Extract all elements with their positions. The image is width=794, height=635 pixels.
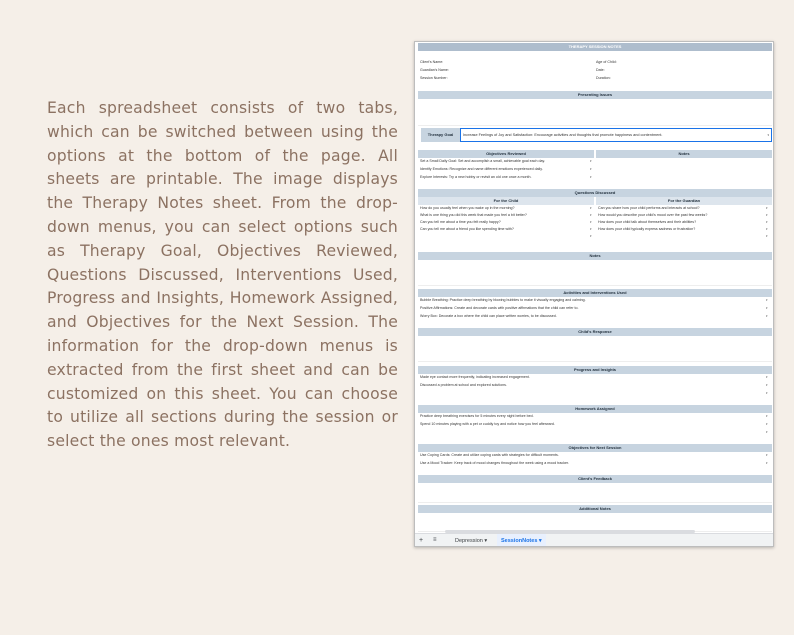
next-objective-row[interactable] (418, 460, 772, 466)
chevron-down-icon[interactable]: ▾ (767, 133, 769, 137)
therapy-goal-dropdown[interactable] (460, 128, 772, 142)
chevron-down-icon[interactable]: ▾ (766, 461, 768, 465)
chevron-down-icon[interactable]: ▾ (766, 430, 768, 434)
chevron-down-icon[interactable]: ▾ (766, 414, 768, 418)
additional-notes-header: Additional Notes (418, 505, 772, 513)
chevron-down-icon[interactable]: ▾ (766, 234, 768, 238)
progress-text: Discussed a problem at school and explored solutions. (420, 383, 507, 387)
objective-row[interactable] (418, 166, 772, 172)
progress-row[interactable] (418, 374, 772, 380)
chevron-down-icon[interactable]: ▾ (766, 220, 768, 224)
progress-row-empty[interactable] (418, 390, 772, 396)
guardian-question: How does your child typically express sadness or frustration? (598, 227, 696, 231)
guardian-question: How would you describe your child's mood over the past few weeks? (598, 213, 708, 217)
chevron-down-icon[interactable]: ▾ (590, 175, 592, 179)
child-response-header: Child's Response (418, 328, 772, 336)
guardian-question: Can you share how your child performs and interacts at school? (598, 206, 700, 210)
all-sheets-icon[interactable]: ≡ (433, 537, 437, 543)
chevron-down-icon[interactable]: ▾ (766, 227, 768, 231)
chevron-down-icon[interactable]: ▾ (590, 206, 592, 210)
child-question: What is one thing you did this week that made you feel a bit better? (420, 213, 527, 217)
question-row[interactable] (418, 205, 772, 211)
chevron-down-icon[interactable]: ▾ (766, 306, 768, 310)
therapy-goal-label: Therapy Goal (421, 128, 460, 142)
tab-label: Depression (455, 538, 483, 544)
chevron-down-icon[interactable]: ▾ (766, 213, 768, 217)
activity-text: Worry Box: Decorate a box where the child can place written worries, to be discussed. (420, 314, 557, 318)
session-number-label: Session Number: (420, 76, 448, 80)
activity-text: Bubble Breathing: Practice deep breathing by blowing bubbles to make it visually engaging and calming. (420, 298, 586, 302)
therapy-goal-value: Increase Feelings of Joy and Satisfaction: Encourage activities and thoughts that promote happiness and contentment. (463, 133, 663, 137)
homework-text: Practice deep breathing exercises for 5 minutes every night before bed. (420, 414, 534, 418)
chevron-down-icon[interactable]: ▾ (766, 314, 768, 318)
objective-text: Identify Emotions: Recognize and name different emotions experienced daily. (420, 167, 543, 171)
objective-text: Explore Interests: Try a new hobby or revisit an old one once a month. (420, 175, 532, 179)
date-label: Date: (596, 68, 605, 72)
chevron-down-icon[interactable]: ▾ (590, 220, 592, 224)
spreadsheet-window (414, 41, 774, 547)
child-question: How do you usually feel when you wake up in the morning? (420, 206, 515, 210)
notes-section-header: Notes (418, 252, 772, 260)
sheet-content (418, 42, 772, 532)
description-text: Each spreadsheet consists of two tabs, which can be switched between using the options at the bottom of the page. All sheets are printable. The image displays the Therapy Notes sheet. From the drop-down menus, you can select options such as Therapy Goal, Objectives Reviewed, Questions Discussed, Interventions Used, Progress and Insights, Homework Assigned, and Objectives for the Next Session. The information for the drop-down menus is extracted from the first sheet and can be customized on this sheet. You can choose to utilize all sections during the session or select the ones most relevant. (47, 99, 398, 451)
add-sheet-icon[interactable]: + (419, 537, 424, 544)
duration-label: Duration: (596, 76, 611, 80)
homework-row[interactable] (418, 421, 772, 427)
guardian-name-label: Guardian's Name: (420, 68, 449, 72)
chevron-down-icon[interactable]: ▾ (766, 422, 768, 426)
chevron-down-icon[interactable]: ▾ (766, 375, 768, 379)
chevron-down-icon[interactable]: ▾ (538, 538, 542, 544)
activity-row[interactable] (418, 305, 772, 311)
questions-discussed-header: Questions Discussed (418, 189, 772, 197)
child-question: Can you tell me about a time you felt really happy? (420, 220, 501, 224)
child-response-cell[interactable] (418, 336, 772, 362)
activity-text: Positive Affirmations: Create and decorate cards with positive affirmations that the child can refer to. (420, 306, 579, 310)
objective-text: Set a Small Daily Goal: Set and accomplish a small, achievable goal each day. (420, 159, 545, 163)
progress-row[interactable] (418, 382, 772, 388)
sheet-tab-bar (415, 533, 774, 547)
homework-row-empty[interactable] (418, 429, 772, 435)
chevron-down-icon[interactable]: ▾ (590, 234, 592, 238)
chevron-down-icon[interactable]: ▾ (590, 167, 592, 171)
question-row-empty[interactable] (418, 233, 772, 239)
question-row[interactable] (418, 226, 772, 232)
for-guardian-header: For the Guardian (596, 197, 772, 205)
guardian-question: How does your child talk about themselves and their abilities? (598, 220, 697, 224)
homework-header: Homework Assigned (418, 405, 772, 413)
homework-text: Spend 10 minutes playing with a pet or cuddly toy and notice how you feel afterward. (420, 422, 555, 426)
next-objective-text: Use a Mood Tracker: Keep track of mood changes throughout the week using a mood tracker. (420, 461, 570, 465)
presenting-issues-header: Presenting Issues (418, 91, 772, 99)
progress-header: Progress and Insights (418, 366, 772, 374)
presenting-issues-cell[interactable] (418, 99, 772, 126)
objective-row[interactable] (418, 174, 772, 180)
tab-depression[interactable] (451, 534, 491, 547)
tab-label: SessionNotes (501, 538, 538, 544)
client-feedback-header: Client's Feedback (418, 475, 772, 483)
tab-sessionnotes[interactable] (497, 534, 546, 547)
chevron-down-icon[interactable]: ▾ (590, 159, 592, 163)
chevron-down-icon[interactable]: ▾ (766, 391, 768, 395)
chevron-down-icon[interactable]: ▾ (766, 453, 768, 457)
next-objective-row[interactable] (418, 452, 772, 458)
chevron-down-icon[interactable]: ▾ (766, 383, 768, 387)
question-row[interactable] (418, 212, 772, 218)
activity-row[interactable] (418, 313, 772, 319)
homework-row[interactable] (418, 413, 772, 419)
for-child-header: For the Child (418, 197, 594, 205)
age-label: Age of Child: (596, 60, 617, 64)
notes-header: Notes (596, 150, 772, 158)
progress-text: Made eye contact more frequently, indicating increased engagement. (420, 375, 530, 379)
objective-row[interactable] (418, 158, 772, 164)
notes-cell[interactable] (418, 260, 772, 286)
chevron-down-icon[interactable]: ▾ (766, 298, 768, 302)
chevron-down-icon[interactable]: ▾ (766, 206, 768, 210)
activity-row[interactable] (418, 297, 772, 303)
child-question: Can you tell me about a friend you like spending time with? (420, 227, 514, 231)
chevron-down-icon[interactable]: ▾ (484, 538, 488, 544)
next-objectives-header: Objectives for Next Session (418, 444, 772, 452)
sheet-title: THERAPY SESSION NOTES (418, 43, 772, 51)
client-feedback-cell[interactable] (418, 483, 772, 503)
chevron-down-icon[interactable]: ▾ (590, 213, 592, 217)
activities-header: Activities and Interventions Used (418, 289, 772, 297)
objectives-reviewed-header: Objectives Reviewed (418, 150, 594, 158)
client-name-label: Client's Name: (420, 60, 444, 64)
chevron-down-icon[interactable]: ▾ (590, 227, 592, 231)
question-row[interactable] (418, 219, 772, 225)
next-objective-text: Use Coping Cards: Create and utilize coping cards with strategies for difficult moments. (420, 453, 559, 457)
